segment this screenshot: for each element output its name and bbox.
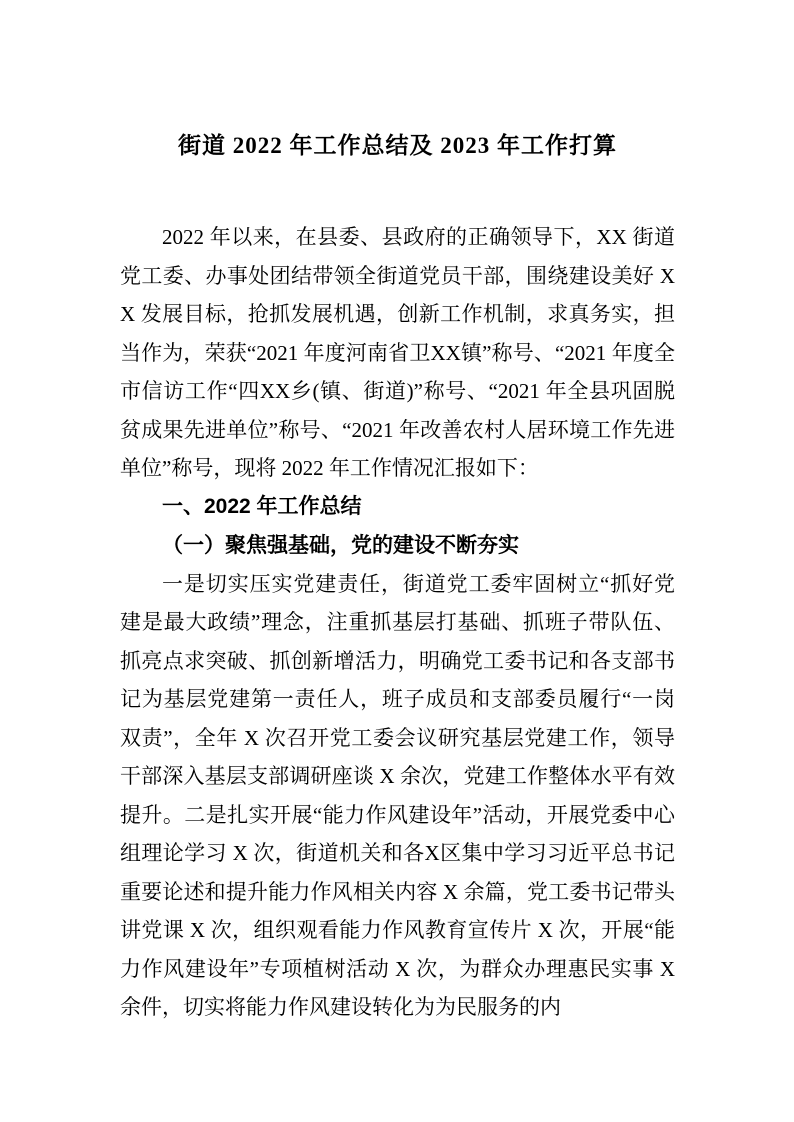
intro-paragraph: 2022 年以来，在县委、县政府的正确领导下，XX 街道党工委、办事处团结带领全街道党员干部，围绕建设美好 XX 发展目标，抢抓发展机遇，创新工作机制，求真务实，担当作为，荣获“2021 年度河南省卫XX镇”称号、“2021 年度全市信访工作“四XX乡(镇、街道)”称号、“2021 年全县巩固脱贫成果先进单位”称号、“2021 年改善农村人居环境工作先进单位”称号，现将 2022 年工作情况汇报如下： — [120, 225, 675, 480]
document-title: 街道 2022 年工作总结及 2023 年工作打算 — [178, 133, 617, 158]
section-heading-2022-summary: 一、2022 年工作总结 — [162, 494, 362, 518]
body-paragraph-party-building: 一是切实压实党建责任，街道党工委牢固树立“抓好党建是最大政绩”理念，注重抓基层打基础、抓班子带队伍、抓亮点求突破、抓创新增活力，明确党工委书记和各支部书记为基层党建第一责任人，班子成员和支部委员履行“一岗双责”，全年 X 次召开党工委会议研究基层党建工作，领导干部深入基层支部调研座谈 X 余次，党建工作整体水平有效提升。二是扎实开展“能力作风建设年”活动，开展党委中心组理论学习 X 次，街道机关和各X区集中学习习近平总书记重要论述和提升能力作风相关内容 X 余篇，党工委书记带头讲党课 X 次，组织观看能力作风教育宣传片 X 次，开展“能力作风建设年”专项植树活动 X 次，为群众办理惠民实事 X 余件，切实将能力作风建设转化为为民服务的内 — [120, 571, 675, 1019]
subsection-heading-party-building: （一）聚焦强基础，党的建设不断夯实 — [162, 533, 519, 557]
